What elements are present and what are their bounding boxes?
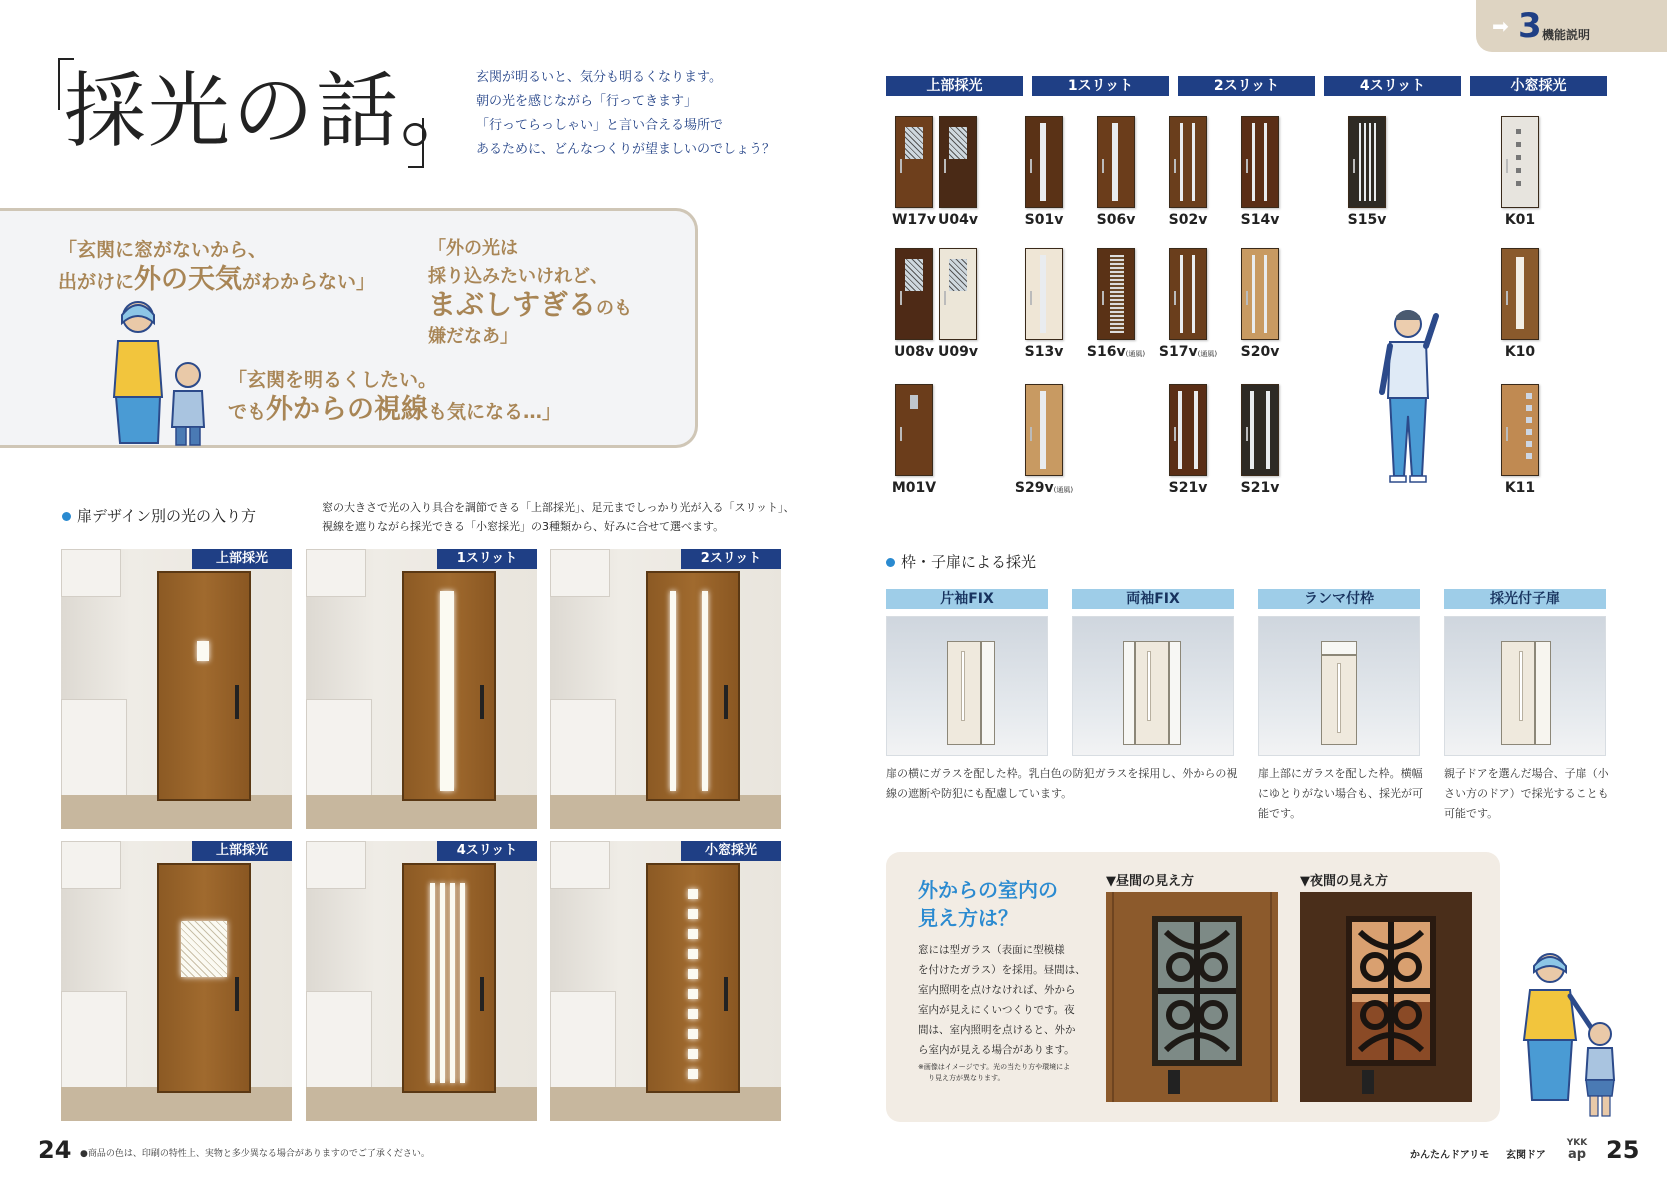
door-code-label: S21v (1240, 480, 1280, 496)
door-s21v (1169, 384, 1207, 476)
door-u09v (939, 248, 977, 340)
intro-text (476, 66, 775, 162)
door-handle (1174, 291, 1176, 305)
photo-glass (450, 883, 455, 1083)
door-code-label: S13v (1024, 344, 1064, 360)
intro-line: あるために、どんなつくりが望ましいのでしょう？ (476, 142, 776, 157)
door-handle (944, 159, 946, 173)
door-glass (1526, 453, 1532, 459)
view-body: 窓には型ガラス（表面に型模様 を付けたガラス）を採用。昼間は、 室内照明を点けなければ、外から 室内が見えにくいつくりです。夜 間は、室内照明を点けると、外か ら室内が見える場合があります。 ※画像はイメージです。光の当たり方や環境によ り見え方が異なります。 (918, 944, 1086, 1082)
door-photo (61, 841, 292, 1121)
door-glass (1526, 429, 1532, 435)
door-handle (1102, 159, 1104, 173)
door-glass (1516, 181, 1521, 186)
door-s20v (1241, 248, 1279, 340)
door-glass (1250, 391, 1254, 469)
door-photo (550, 841, 781, 1121)
door-glass (1110, 255, 1124, 333)
door-glass (1180, 255, 1183, 333)
photo-door (402, 863, 496, 1093)
intro-line: 朝の光を感じながら「行ってきます」 (476, 94, 698, 109)
frame-room-image (1258, 616, 1420, 756)
door-code-label: S15v (1347, 212, 1387, 228)
door-s29v (1025, 384, 1063, 476)
door-code-label: K11 (1504, 480, 1536, 496)
door-glass (1374, 123, 1376, 201)
photo-glass (688, 889, 698, 899)
door-glass (1364, 123, 1366, 201)
door-handle (1246, 427, 1248, 441)
frame-glass (1169, 641, 1181, 745)
photo-glass (460, 883, 465, 1083)
mother-child-illustration (108, 297, 218, 447)
photo-tag: 小窓採光 (681, 841, 781, 861)
door-code-label: U08v (894, 344, 934, 360)
door-u04v (939, 116, 977, 208)
disclaimer: ●商品の色は、印刷の特性上、実物と多少異なる場合がありますのでご了承ください。 (80, 1149, 430, 1159)
frame-door (1501, 641, 1535, 745)
frame-title: ランマ付枠 (1258, 589, 1420, 609)
door-glass (1264, 255, 1267, 333)
frame-room-image (886, 616, 1048, 756)
quote-3: 「玄関を明るくしたい。 でも外からの視線も気になる…」 (228, 369, 562, 425)
photo-shoe-cabinet (61, 991, 127, 1101)
category-header: 小窓採光 (1470, 76, 1607, 96)
photo-cabinet-upper (306, 841, 366, 889)
door-glass (1192, 123, 1195, 201)
title-close-bracket (408, 118, 424, 168)
photo-glass (688, 949, 698, 959)
photo-tag: 上部採光 (192, 841, 292, 861)
mother-child-illustration-2 (1516, 950, 1626, 1122)
frame-door-slit (1519, 651, 1523, 721)
intro-line: 玄関が明るいと、気分も明るくなります。 (476, 70, 722, 85)
day-view-image (1106, 892, 1278, 1102)
door-s13v (1025, 248, 1063, 340)
photo-glass (688, 929, 698, 939)
category-header: 上部採光 (886, 76, 1023, 96)
door-u08v (895, 248, 933, 340)
door-glass (1266, 391, 1270, 469)
door-s14v (1241, 116, 1279, 208)
door-photo (306, 841, 537, 1121)
frame-heading: 枠・子扉による採光 (886, 552, 1036, 572)
photo-door-handle (235, 977, 239, 1011)
category-header: 2スリット (1178, 76, 1315, 96)
quote-panel (0, 208, 698, 448)
door-glass (910, 395, 918, 409)
photo-glass (430, 883, 435, 1083)
door-k10 (1501, 248, 1539, 340)
photo-door (157, 863, 251, 1093)
door-handle (1174, 427, 1176, 441)
door-glass (1516, 129, 1521, 134)
door-code-label: S17v(通風) (1158, 344, 1218, 360)
door-glass (1112, 123, 1118, 201)
photo-door-handle (235, 685, 239, 719)
photo-cabinet-upper (550, 549, 610, 597)
frame-description: 能です。 (1258, 807, 1302, 820)
door-glass (1526, 393, 1532, 399)
door-code-label: S14v (1240, 212, 1280, 228)
frame-door (1135, 641, 1169, 745)
bullet-icon (886, 558, 895, 567)
door-handle (1174, 159, 1176, 173)
door-s02v (1169, 116, 1207, 208)
frame-title: 採光付子扉 (1444, 589, 1606, 609)
door-s01v (1025, 116, 1063, 208)
photo-shoe-cabinet (61, 699, 127, 809)
photo-tag: 2スリット (681, 549, 781, 569)
photo-door (157, 571, 251, 801)
frame-door (1535, 641, 1551, 745)
photo-glass (197, 641, 209, 661)
frame-door-slit (1337, 663, 1341, 733)
door-glass (1516, 155, 1521, 160)
door-handle (1030, 427, 1032, 441)
door-code-label: K01 (1504, 212, 1536, 228)
photo-shoe-cabinet (550, 699, 616, 809)
man-illustration (1378, 306, 1444, 488)
frame-room-image (1072, 616, 1234, 756)
frame-glass (1123, 641, 1135, 745)
quote-2: 「外の光は 採り込みたいけれど、 まぶしすぎるのも 嫌だなあ」 (428, 238, 633, 347)
design-heading: 扉デザイン別の光の入り方 (62, 506, 256, 526)
door-glass (1192, 255, 1195, 333)
arrow-right-icon: ➡ (1492, 14, 1509, 38)
door-k11 (1501, 384, 1539, 476)
door-glass (1359, 123, 1361, 201)
door-handle (1506, 427, 1508, 441)
quote-1: 「玄関に窓がないから、 出がけに外の天気がわからない」 (58, 239, 376, 295)
door-handle (1506, 159, 1508, 173)
frame-room-image (1444, 616, 1606, 756)
door-glass (905, 127, 923, 159)
photo-door-handle (724, 685, 728, 719)
door-handle (900, 291, 902, 305)
footer-right (1410, 1138, 1642, 1168)
door-handle (1102, 291, 1104, 305)
frame-description: 親子ドアを選んだ場合、子扉（小 (1444, 767, 1609, 780)
night-view-label: ▼夜間の見え方 (1300, 874, 1388, 889)
section-label: 機能説明 (1542, 28, 1591, 42)
photo-door (646, 571, 740, 801)
frame-description: さい方のドア）で採光することも (1444, 787, 1609, 800)
photo-cabinet-upper (61, 549, 121, 597)
frame-description: 線の遮断や防犯にも配慮しています。 (886, 787, 1073, 800)
page-number-left: 24 (38, 1136, 72, 1164)
door-glass (1040, 255, 1046, 333)
frame-glass (1321, 641, 1357, 655)
door-handle (1353, 159, 1355, 173)
photo-glass (688, 1049, 698, 1059)
category-header: 1スリット (1032, 76, 1169, 96)
section-number: 3 (1518, 6, 1542, 46)
door-code-label: M01V (891, 480, 937, 496)
door-glass (949, 127, 967, 159)
brand-logo: YKK ap (1566, 1138, 1588, 1162)
door-handle (1506, 291, 1508, 305)
photo-glass (688, 1069, 698, 1079)
photo-glass (670, 591, 676, 791)
door-glass (1178, 391, 1182, 469)
frame-description: にゆとりがない場合も、採光が可 (1258, 787, 1423, 800)
product-name: 玄関ドア (1506, 1150, 1546, 1161)
view-title: 外からの室内の 見え方は？ (918, 878, 1058, 930)
door-code-label: S06v (1096, 212, 1136, 228)
photo-door (646, 863, 740, 1093)
door-glass (1526, 441, 1532, 447)
door-photo (306, 549, 537, 829)
photo-tag: 4スリット (437, 841, 537, 861)
frame-description: 扉の横にガラスを配した枠。乳白色の防犯ガラスを採用し、外からの視 (886, 767, 1238, 780)
photo-glass (688, 1029, 698, 1039)
photo-door-handle (480, 685, 484, 719)
frame-title: 片袖FIX (886, 589, 1048, 609)
door-s15v (1348, 116, 1386, 208)
door-glass (1526, 405, 1532, 411)
photo-shoe-cabinet (550, 991, 616, 1101)
photo-cabinet-upper (550, 841, 610, 889)
door-glass (1194, 391, 1198, 469)
view-box (886, 852, 1500, 1122)
door-glass (1040, 391, 1046, 469)
door-handle (1030, 291, 1032, 305)
series-name: かんたんドアリモ (1410, 1150, 1490, 1161)
door-glass (1516, 168, 1521, 173)
photo-tag: 上部採光 (192, 549, 292, 569)
photo-glass (440, 883, 445, 1083)
door-glass (949, 259, 967, 291)
door-glass (1264, 123, 1267, 201)
photo-cabinet-upper (306, 549, 366, 597)
door-code-label: S01v (1024, 212, 1064, 228)
design-description: 窓の大きさで光の入り具合を調節できる「上部採光」、足元までしっかり光が入る「スリット」、 視線を遮りながら採光できる「小窓採光」の3種類から、好みに合せて選べます。 (322, 501, 795, 533)
door-photo (61, 549, 292, 829)
bullet-icon (62, 512, 71, 521)
door-glass (1180, 123, 1183, 201)
door-glass (1516, 142, 1521, 147)
door-glass (905, 259, 923, 291)
door-code-label: U04v (938, 212, 978, 228)
door-s17v (1169, 248, 1207, 340)
door-handle (1246, 159, 1248, 173)
frame-door-slit (1147, 651, 1151, 721)
frame-description: 扉上部にガラスを配した枠。横幅 (1258, 767, 1423, 780)
photo-glass (688, 1009, 698, 1019)
door-handle (1030, 159, 1032, 173)
door-glass (1252, 123, 1255, 201)
door-code-label: K10 (1504, 344, 1536, 360)
door-code-label: S29v(通風) (1014, 480, 1074, 496)
door-code-label: U09v (938, 344, 978, 360)
door-m01v (895, 384, 933, 476)
photo-cabinet-upper (61, 841, 121, 889)
door-s21v (1241, 384, 1279, 476)
photo-glass (688, 909, 698, 919)
door-handle (900, 427, 902, 441)
door-photo (550, 549, 781, 829)
frame-description: 可能です。 (1444, 807, 1499, 820)
intro-line: 「行ってらっしゃい」と言い合える場所で (476, 118, 724, 133)
photo-glass (440, 591, 454, 791)
frame-title: 両袖FIX (1072, 589, 1234, 609)
door-code-label: S16v(通風) (1086, 344, 1146, 360)
category-header: 4スリット (1324, 76, 1461, 96)
page-title: 採光の話。 (64, 64, 485, 159)
door-handle (1246, 291, 1248, 305)
photo-door-handle (480, 977, 484, 1011)
photo-glass (688, 989, 698, 999)
door-glass (1369, 123, 1371, 201)
door-glass (1516, 257, 1524, 329)
photo-shoe-cabinet (306, 699, 372, 809)
photo-shoe-cabinet (306, 991, 372, 1101)
page-number-right: 25 (1606, 1136, 1640, 1164)
night-view-image (1300, 892, 1472, 1102)
door-code-label: S21v (1168, 480, 1208, 496)
photo-door (402, 571, 496, 801)
door-w17v (895, 116, 933, 208)
door-glass (1040, 123, 1046, 201)
photo-glass (702, 591, 708, 791)
door-s16v (1097, 248, 1135, 340)
door-glass (1252, 255, 1255, 333)
photo-tag: 1スリット (437, 549, 537, 569)
door-glass (1526, 417, 1532, 423)
photo-door-handle (724, 977, 728, 1011)
door-code-label: S20v (1240, 344, 1280, 360)
section-tab (1476, 0, 1667, 52)
photo-glass (688, 969, 698, 979)
door-handle (944, 291, 946, 305)
frame-glass (981, 641, 995, 745)
door-handle (900, 159, 902, 173)
frame-door-slit (961, 651, 965, 721)
door-s06v (1097, 116, 1135, 208)
photo-glass (181, 921, 227, 977)
door-k01 (1501, 116, 1539, 208)
day-view-label: ▼昼間の見え方 (1106, 874, 1194, 889)
door-code-label: W17v (891, 212, 937, 228)
door-code-label: S02v (1168, 212, 1208, 228)
